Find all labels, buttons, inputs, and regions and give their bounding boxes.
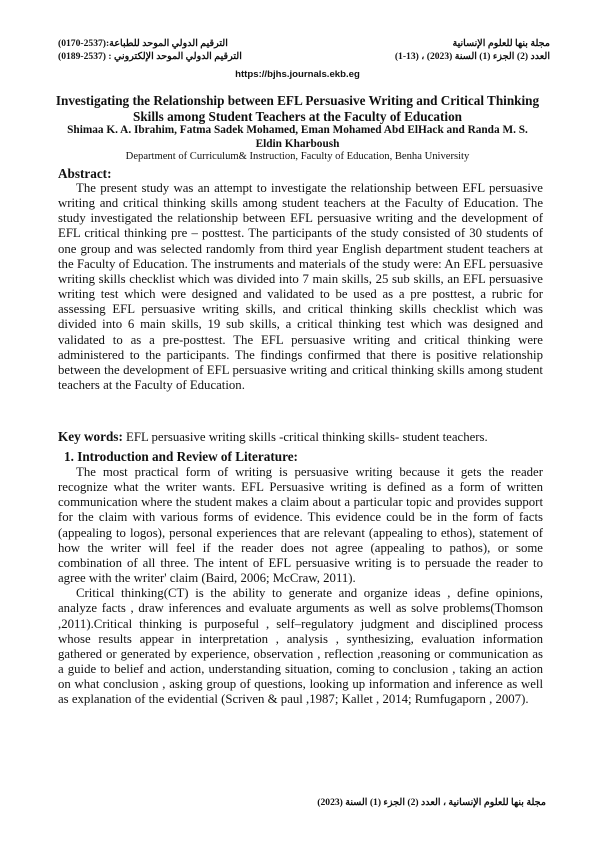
abstract-body (58, 181, 543, 393)
keywords-text: EFL persuasive writing skills -critical thinking skills- student teachers. (122, 430, 488, 444)
print-issn: الترقيم الدولي الموحد للطباعة:(2537-0170) (58, 38, 228, 49)
abstract-text: The present study was an attempt to investigate the relationship between EFL persuasive writing and critical thinking skills among student teachers at the Faculty of Education. The study investigated the relationship between EFL persuasive writing and the development of EFL critical thinking pre – posttest. The participants of the study consisted of 30 students of one group and was selected randomly from third year English department student teachers at the Faculty of Education. The instruments and materials of the study were: An EFL persuasive writing skills checklist which was divided into 7 main skills, 25 sub skills, an EFL persuasive writing test which were designed and validated to be used as a pre posttest, a rubric for assessing EFL persuasive writing skills, and critical thinking skills checklist which was divided into 6 main skills, 19 sub skills, a critical thinking test which was designed and validated to as a pre-posttest. The EFL persuasive writing and critical thinking were administered to the participants. The findings confirmed that there is positive relationship between the development of EFL persuasive writing and critical thinking skills among student teachers at the Faculty of Education. (58, 181, 543, 393)
introduction-body (58, 465, 543, 708)
affiliation: Department of Curriculum& Instruction, Faculty of Education, Benha University (125, 151, 470, 162)
online-issn: الترقيم الدولي الموحد الإلكتروني : (2537-0189) (58, 51, 242, 62)
keywords (58, 429, 488, 445)
journal-name-arabic: مجلة بنها للعلوم الإنسانية (452, 38, 550, 49)
paper-title: Investigating the Relationship between EFL Persuasive Writing and Critical Thinking Skills among Student Teachers at the Faculty of Education (55, 93, 540, 124)
intro-paragraph-2: Critical thinking(CT) is the ability to generate and organize ideas , define opinions, analyze facts , draw inferences and evaluate arguments as well as solve problems(Thomson ,2011).Critical thinking is purposeful , self–regulatory judgment and disciplined process whose results appear in interpretation , analysis , synthesizing, evaluation information gathered or generated by experience, observation , reflection ,reasoning or communication as a guide to belief and action, understanding situation, coming to conclusion , taking an action on what conclusion , asking group of questions, looking up information and inference as well as explanation of the evidential (Scriven & paul ,1987; Kallet , 2014; Rumfugaporn , 2007). (58, 586, 543, 707)
section-heading-introduction: 1. Introduction and Review of Literature: (64, 449, 298, 464)
issue-info-arabic: العدد (2) الجزء (1) السنة (2023) ، (13-1) (394, 51, 550, 62)
journal-url[interactable]: https://bjhs.journals.ekb.eg (235, 69, 360, 80)
intro-paragraph-1: The most practical form of writing is persuasive writing because it gets the reader recognize what the writer wants. EFL Persuasive writing is defined as a form of written communication where the student makes a claim about a particular topic and provides support for the claim with various forms of evidence. This evidence could be in the form of facts (appealing to logos), personal experiences that are relevant (appealing to ethos), statement of how the writer will feel if the reader does not agree (appealing to pathos), or some combination of all three. The intent of EFL persuasive writing is to persuade the reader to agree with the writer' claim (Baird, 2006; McCraw, 2011). (58, 465, 543, 586)
authors: Shimaa K. A. Ibrahim, Fatma Sadek Mohamed, Eman Mohamed Abd ElHack and Randa M. S. Eldin Kharboush (67, 124, 528, 150)
keywords-label: Key words: (58, 429, 123, 444)
page-footer: مجلة بنها للعلوم الإنسانية ، العدد (2) الجزء (1) السنة (2023) (317, 797, 546, 808)
abstract-heading: Abstract: (58, 166, 112, 181)
